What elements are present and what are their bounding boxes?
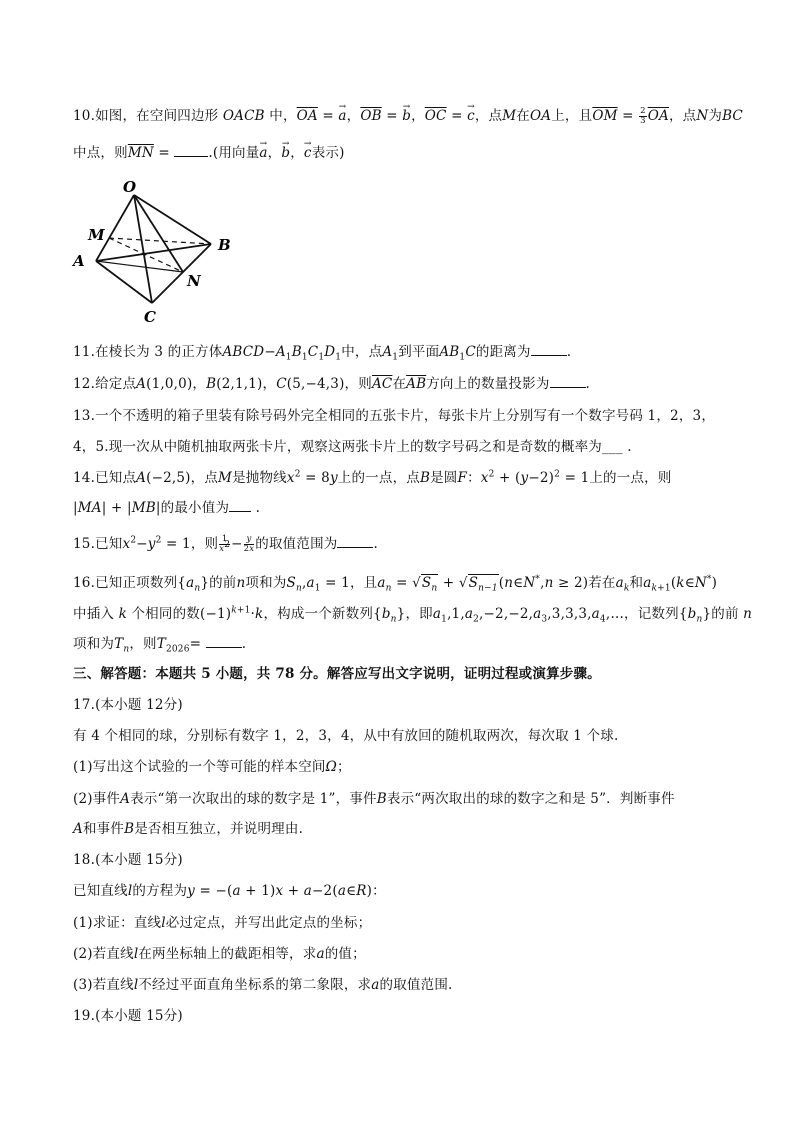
q17-stem: 有 4 个相同的球，分别标有数字 1，2，3，4，从中有放回的随机取两次，每次取 1 个球. — [73, 728, 619, 744]
segment-MB — [109, 238, 211, 244]
q14-line2: |MA| + |MB|的最小值为 . — [73, 500, 261, 516]
q18-header: 18.(本小题 15分) — [73, 852, 183, 868]
q16-line3: 项和为$T_n$，则$T_{2026}=$ . — [73, 636, 247, 655]
q13-line1: 13.一个不透明的箱子里装有除号码外完全相同的五张卡片，每张卡片上分别写有一个数字号码 1，2，3， — [73, 408, 716, 424]
q16-line2: 中插入 k 个相同的数$(-1)^{k+1}\cdot k$，构成一个新数列$\{b_n\}$，即$a_1,1,a_2,-2,-2,a_3,3,3,3,a_4,\dots$，记数列$\{b_n\}$的前 n — [73, 605, 753, 625]
q18-part3: (3)若直线l不经过平面直角坐标系的第二象限，求a的取值范围. — [73, 977, 453, 993]
q17-part2b: A和事件B是否相互独立，并说明理由. — [73, 821, 304, 837]
label-B: B — [218, 236, 231, 254]
q10-line2: 中点，则$\overline{MN}$ = .(用向量→ a，→ b，→ c表示) — [73, 143, 345, 163]
q10-line1: 10.如图，在空间四边形 OACB 中，$\overline{OA}$ = → a，$\overline{OB}$ = → b，$\overline{OC}$ = → c，点M在OA上，且$\overline{OM}$ = $\frac{2}{3}$ $\overline{OA}$，点N为BC — [73, 106, 743, 126]
edge-OB — [134, 195, 211, 244]
label-M: M — [88, 226, 105, 244]
q12: 12.给定点A(1,0,0)，B(2,1,1)，C(5,−4,3)，则$\overline{AC}$在$\overline{AB}$方向上的数量投影为 . — [73, 376, 591, 392]
edge-BC — [152, 244, 211, 303]
q17-part1: (1)写出这个试验的一个等可能的样本空间Ω； — [73, 759, 351, 775]
q19-header: 19.(本小题 15分) — [73, 1008, 183, 1024]
label-O: O — [123, 180, 137, 196]
tetrahedron-figure — [70, 180, 245, 330]
q18-stem: 已知直线l的方程为y = −(a + 1)x + a−2(a∈R)： — [73, 883, 386, 899]
q14-line1: 14.已知点A(−2,5)，点M是抛物线$x^2 = 8y$上的一点，点B是圆F：$x^2 + (y-2)^2 = 1$上的一点，则 — [73, 469, 672, 486]
q13-line2: 4，5.现一次从中随机抽取两张卡片，观察这两张卡片上的数字号码之和是奇数的概率为___ . — [73, 439, 632, 455]
q11: 11.在棱长为 3 的正方体$ABCD-A_1B_1C_1D_1$中，点$A_1$到平面$AB_1C$的距离为 . — [73, 344, 572, 363]
label-A: A — [73, 252, 85, 270]
label-N: N — [187, 272, 201, 290]
edge-OC — [134, 195, 152, 303]
q17-part2a: (2)事件A表示“第一次取出的球的数字是 1”，事件B表示“两次取出的球的数字之和是 5”．判断事件 — [73, 791, 675, 807]
q16-line1: 16.已知正项数列$\{a_n\}$的前n项和为$S_n,a_1 = 1$，且$a_n = √S_n$ + $√S_{n-1}(n\in N^*,n \ge 2)$若在$a_k$和$a_{k+1}(k\in N^*)$ — [73, 574, 718, 594]
q18-part1: (1)求证：直线l必过定点，并写出此定点的坐标； — [73, 915, 372, 931]
label-C: C — [144, 308, 156, 326]
section-3-heading: 三、解答题：本题共 5 小题，共 78 分。解答应写出文字说明，证明过程或演算步骤。 — [73, 666, 601, 682]
q15: 15.已知$x^2-y^2 = 1$，则 $\frac{1}{x^2}$ − $\frac{y}{2x}$ 的取值范围为 . — [73, 534, 378, 554]
q18-part2: (2)若直线l在两坐标轴上的截距相等，求a的值； — [73, 946, 366, 962]
q17-header: 17.(本小题 12分) — [73, 697, 183, 713]
